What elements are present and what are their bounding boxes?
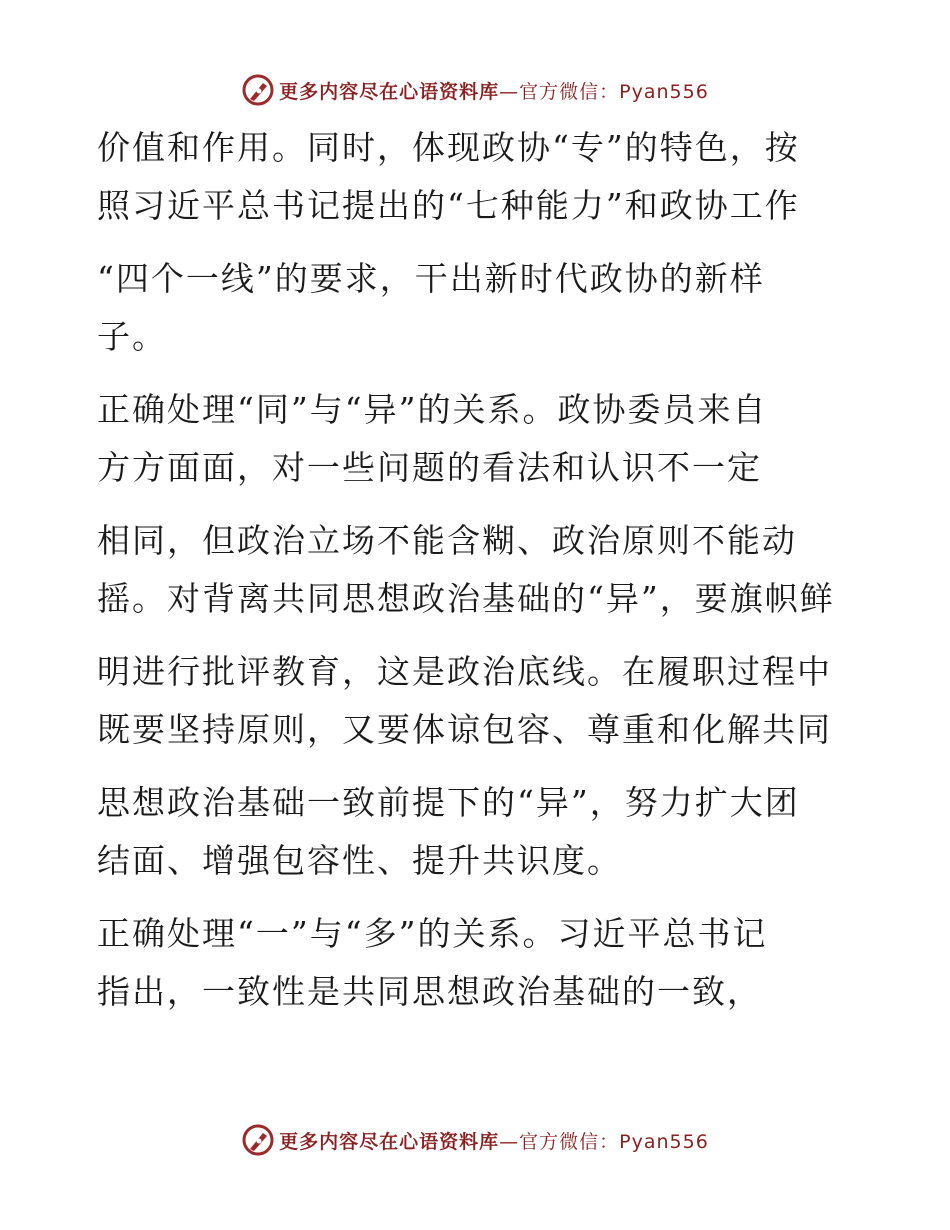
text-line: 方方面面，对一些问题的看法和认识不一定 (97, 448, 762, 487)
watermark-footer (0, 1120, 950, 1160)
text-line: 相同，但政治立场不能含糊、政治原则不能动 (97, 521, 797, 560)
watermark-sub-text: —官方微信：Pyan556 (499, 1130, 709, 1153)
text-line: “四个一线”的要求，干出新时代政协的新样 (97, 259, 765, 298)
text-line: 明进行批评教育，这是政治底线。在履职过程中 (97, 652, 832, 691)
text-line: 既要坚持原则，又要体谅包容、尊重和化解共同 (97, 710, 832, 749)
text-line: 正确处理“同”与“异”的关系。政协委员来自 (97, 390, 768, 429)
text-line: 子。 (97, 317, 167, 356)
text-line: 照习近平总书记提出的“七种能力”和政协工作 (97, 186, 800, 225)
watermark-main-text: 更多内容尽在心语资料库 (279, 80, 500, 103)
watermark-header (0, 70, 950, 110)
pen-logo-icon (241, 73, 275, 107)
watermark-main-text: 更多内容尽在心语资料库 (279, 1130, 500, 1153)
text-line: 结面、增强包容性、提升共识度。 (97, 841, 622, 880)
text-line: 正确处理“一”与“多”的关系。习近平总书记 (97, 914, 768, 953)
text-line: 指出，一致性是共同思想政治基础的一致， (97, 972, 762, 1011)
watermark-sub-text: —官方微信：Pyan556 (499, 80, 709, 103)
text-line: 思想政治基础一致前提下的“异”，努力扩大团 (97, 783, 800, 822)
text-line: 价值和作用。同时，体现政协“专”的特色，按 (97, 128, 800, 167)
pen-logo-icon (241, 1123, 275, 1157)
text-line: 摇。对背离共同思想政治基础的“异”，要旗帜鲜 (97, 579, 835, 618)
